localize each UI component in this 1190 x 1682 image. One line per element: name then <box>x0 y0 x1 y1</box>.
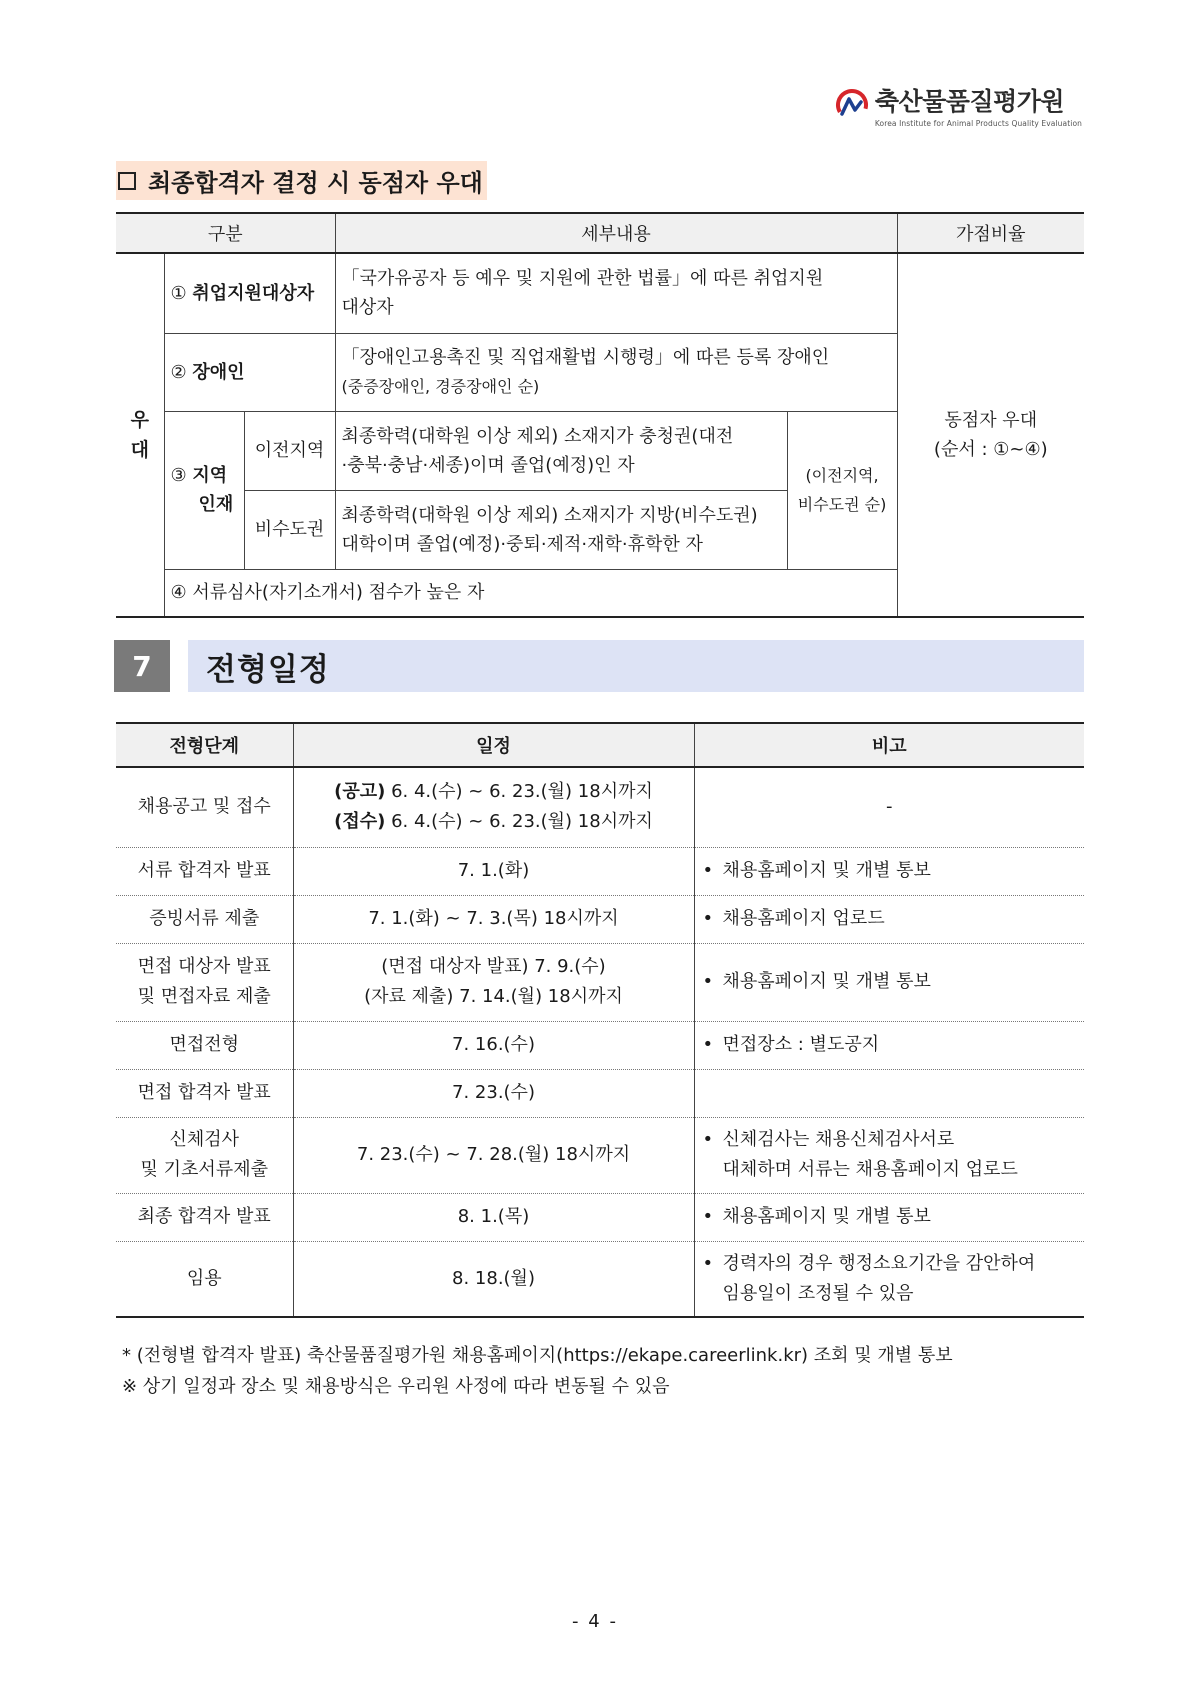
bullet-icon: • <box>702 860 714 881</box>
org-logo <box>835 82 1082 128</box>
row-label-regional: ③ 지역 인재 <box>164 411 244 569</box>
table-row <box>116 1117 1084 1193</box>
note-cell: • 면접장소 : 별도공지 <box>694 1021 1084 1069</box>
col-header-detail: 세부내용 <box>335 213 897 253</box>
category-cell: 우 대 <box>116 253 164 617</box>
table-row <box>116 1241 1084 1317</box>
note-cell: • 신체검사는 채용신체검사서로 대체하며 서류는 채용홈페이지 업로드 <box>694 1117 1084 1193</box>
note-cell: • 채용홈페이지 및 개별 통보 <box>694 847 1084 895</box>
bullet-icon: • <box>702 1034 714 1055</box>
ratio-cell: 동점자 우대 (순서 : ①~④) <box>897 253 1084 617</box>
stage-cell: 면접 합격자 발표 <box>116 1069 293 1117</box>
stage-cell: 임용 <box>116 1241 293 1317</box>
table-row <box>116 253 1084 333</box>
logo-mark-icon <box>835 88 869 122</box>
row-detail-veterans: 「국가유공자 등 예우 및 지원에 관한 법률」에 따른 취업지원 대상자 <box>335 253 897 333</box>
org-name-en: Korea Institute for Animal Products Quality Evaluation <box>874 119 1082 128</box>
col-header-schedule: 일정 <box>293 723 694 767</box>
schedule-cell: (공고) 6. 4.(수) ~ 6. 23.(월) 18시까지 (접수) 6. 4.(수) ~ 6. 23.(월) 18시까지 <box>293 767 694 847</box>
col-header-ratio: 가점비율 <box>897 213 1084 253</box>
sub-label-non-capital: 비수도권 <box>244 490 335 569</box>
bullet-icon: • <box>702 1129 714 1150</box>
row-label-disabled: ② 장애인 <box>164 333 335 411</box>
section-title: 전형일정 <box>188 640 1084 692</box>
table-row <box>116 1021 1084 1069</box>
detail-relocation-region: 최종학력(대학원 이상 제외) 소재지가 충청권(대전 ·충북·충남·세종)이며 졸업(예정)인 자 <box>335 411 787 490</box>
schedule-table <box>116 722 1084 1318</box>
tie-breaker-table <box>116 212 1084 618</box>
stage-cell: 신체검사 및 기초서류제출 <box>116 1117 293 1193</box>
schedule-cell: 7. 1.(화) <box>293 847 694 895</box>
bullet-icon: • <box>702 1206 714 1227</box>
table-header-row <box>116 723 1084 767</box>
section-7-header <box>114 640 1084 692</box>
stage-cell: 증빙서류 제출 <box>116 895 293 943</box>
stage-cell: 최종 합격자 발표 <box>116 1193 293 1241</box>
schedule-cell: 7. 16.(수) <box>293 1021 694 1069</box>
bullet-icon: • <box>702 908 714 929</box>
row-label-veterans: ① 취업지원대상자 <box>164 253 335 333</box>
footnote-announcement: * (전형별 합격자 발표) 축산물품질평가원 채용홈페이지(https://ekape.careerlink.kr) 조회 및 개별 통보 <box>122 1345 953 1366</box>
page-number: - 4 - <box>572 1611 618 1632</box>
table-row <box>116 847 1084 895</box>
tie-breaker-heading <box>116 161 487 200</box>
schedule-cell: 7. 23.(수) <box>293 1069 694 1117</box>
col-header-note: 비고 <box>694 723 1084 767</box>
table-row <box>116 895 1084 943</box>
stage-cell: 면접전형 <box>116 1021 293 1069</box>
bullet-icon: • <box>702 971 714 992</box>
table-row <box>116 1069 1084 1117</box>
row-label-document-score: ④ 서류심사(자기소개서) 점수가 높은 자 <box>164 569 897 617</box>
regional-order-note: (이전지역, 비수도권 순) <box>787 411 897 569</box>
footnote-change-notice: ※ 상기 일정과 장소 및 채용방식은 우리원 사정에 따라 변동될 수 있음 <box>122 1376 670 1397</box>
row-detail-disabled: 「장애인고용촉진 및 직업재활법 시행령」에 따른 등록 장애인 (중증장애인, 경증장애인 순) <box>335 333 897 411</box>
stage-cell: 면접 대상자 발표 및 면접자료 제출 <box>116 943 293 1021</box>
schedule-cell: 8. 18.(월) <box>293 1241 694 1317</box>
bullet-icon: • <box>702 1252 714 1274</box>
table-row <box>116 943 1084 1021</box>
note-cell: - <box>694 767 1084 847</box>
schedule-cell: (면접 대상자 발표) 7. 9.(수) (자료 제출) 7. 14.(월) 18시까지 <box>293 943 694 1021</box>
note-cell: • 경력자의 경우 행정소요기간을 감안하여 임용일이 조정될 수 있음 <box>694 1241 1084 1317</box>
col-header-stage: 전형단계 <box>116 723 293 767</box>
sub-label-relocation-region: 이전지역 <box>244 411 335 490</box>
org-name: 축산물품질평가원 <box>874 87 1065 116</box>
col-header-category: 구분 <box>116 213 335 253</box>
checkbox-square-icon <box>118 172 136 190</box>
detail-non-capital: 최종학력(대학원 이상 제외) 소재지가 지방(비수도권) 대학이며 졸업(예정)·중퇴·제적·재학·휴학한 자 <box>335 490 787 569</box>
schedule-cell: 8. 1.(목) <box>293 1193 694 1241</box>
note-cell: • 채용홈페이지 및 개별 통보 <box>694 943 1084 1021</box>
stage-cell: 채용공고 및 접수 <box>116 767 293 847</box>
section-number: 7 <box>114 640 170 692</box>
table-header-row <box>116 213 1084 253</box>
note-cell: • 채용홈페이지 업로드 <box>694 895 1084 943</box>
table-row <box>116 1193 1084 1241</box>
footnotes <box>122 1340 953 1402</box>
table-row <box>116 767 1084 847</box>
schedule-cell: 7. 1.(화) ~ 7. 3.(목) 18시까지 <box>293 895 694 943</box>
stage-cell: 서류 합격자 발표 <box>116 847 293 895</box>
tie-breaker-heading-text: 최종합격자 결정 시 동점자 우대 <box>148 169 483 197</box>
schedule-body <box>116 767 1084 1317</box>
schedule-cell: 7. 23.(수) ~ 7. 28.(월) 18시까지 <box>293 1117 694 1193</box>
note-cell <box>694 1069 1084 1117</box>
note-cell: • 채용홈페이지 및 개별 통보 <box>694 1193 1084 1241</box>
